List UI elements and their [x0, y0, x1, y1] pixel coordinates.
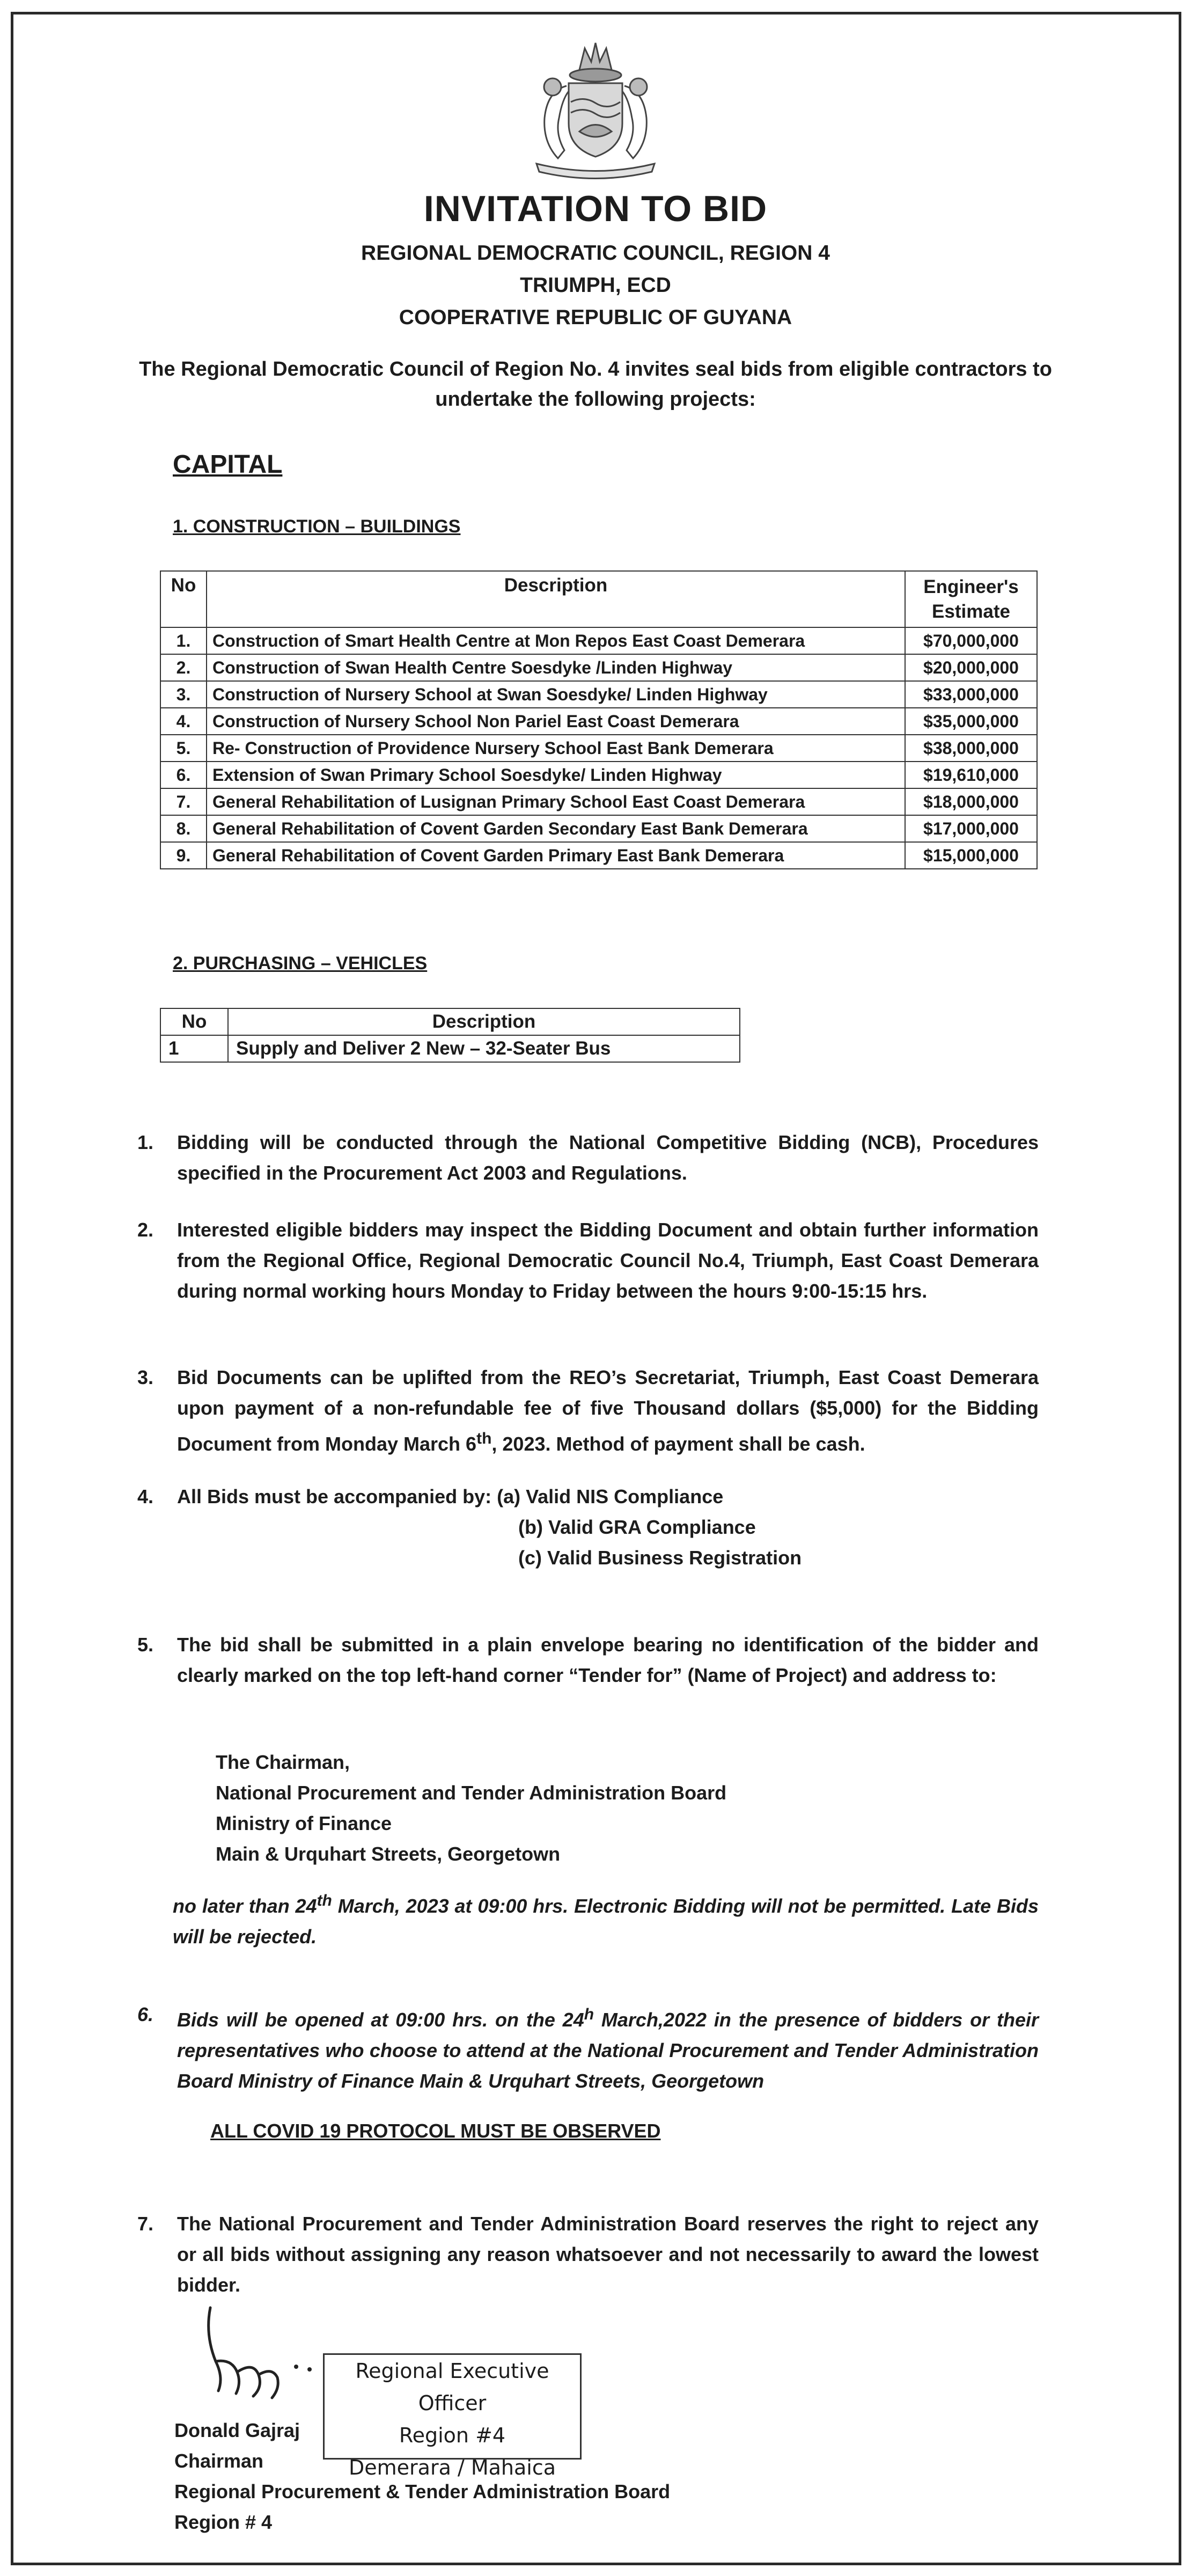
clause-5 — [137, 1629, 1039, 1690]
table-row — [160, 681, 1037, 708]
table-row — [160, 735, 1037, 762]
clause-text — [177, 1362, 1039, 1459]
table-row — [160, 842, 1037, 869]
signer-board: Regional Procurement & Tender Administration Board — [174, 2480, 671, 2502]
row-estimate: $18,000,000 — [905, 788, 1037, 815]
column-header-no: No — [160, 571, 207, 627]
clause-number: 5. — [137, 1634, 154, 1656]
deadline-text-part: March, 2023 at 09:00 hrs. Electronic Bidding will not be permitted. Late Bids will be rejected. — [173, 1895, 1039, 1948]
column-header-description: Description — [228, 1008, 740, 1035]
row-description: Construction of Swan Health Centre Soesdyke /Linden Highway — [207, 654, 905, 681]
signer-title: Chairman — [174, 2450, 264, 2472]
row-number: 7. — [160, 788, 207, 815]
vehicles-table — [160, 1008, 740, 1063]
clause-text: Bidding will be conducted through the National Competitive Bidding (NCB), Procedures specified in the Procurement Act 2003 and Regulations. — [177, 1131, 1039, 1184]
clause-7 — [137, 2208, 1039, 2300]
date-superscript: h — [584, 2006, 594, 2023]
signer-region: Region # 4 — [174, 2511, 273, 2533]
clause-text: The bid shall be submitted in a plain envelope bearing no identification of the bidder and clearly marked on the top left-hand corner “Tender for” (Name of Project) and address to: — [177, 1634, 1039, 1686]
clause-3 — [137, 1362, 1039, 1459]
clause-number: 6. — [137, 2003, 154, 2025]
stamp-line: Regional Executive Officer — [355, 2359, 549, 2415]
buildings-heading: 1. CONSTRUCTION – BUILDINGS — [173, 516, 461, 537]
clause-text-part: March,2022 in the presence of bidders or their representatives who choose to attend at the National Procurement and Tender Administration Board Ministry of Finance Main & Urquhart Streets, Georgetown — [177, 2009, 1039, 2092]
clause-text: The National Procurement and Tender Administration Board reserves the right to reject any or all bids without assigning any reason whatsoever and not necessarily to award the lowest bidder. — [177, 2213, 1039, 2296]
row-number: 8. — [160, 815, 207, 842]
date-superscript: th — [317, 1892, 332, 1909]
row-description: General Rehabilitation of Covent Garden Primary East Bank Demerara — [207, 842, 905, 869]
row-estimate: $35,000,000 — [905, 708, 1037, 735]
buildings-table — [160, 570, 1038, 869]
clause-number: 7. — [137, 2213, 154, 2235]
official-stamp — [323, 2353, 582, 2479]
table-row — [160, 627, 1037, 654]
row-estimate: $70,000,000 — [905, 627, 1037, 654]
coat-of-arms-icon — [515, 38, 676, 182]
row-number: 3. — [160, 681, 207, 708]
row-description: General Rehabilitation of Lusignan Primary School East Coast Demerara — [207, 788, 905, 815]
vehicles-heading: 2. PURCHASING – VEHICLES — [173, 953, 428, 974]
clause-number: 4. — [137, 1485, 154, 1507]
table-row — [160, 815, 1037, 842]
table-row — [160, 708, 1037, 735]
signer-name: Donald Gajraj — [174, 2419, 300, 2441]
row-description: Extension of Swan Primary School Soesdyke/ Linden Highway — [207, 762, 905, 788]
table-header-row — [160, 571, 1037, 627]
address-line: The Chairman, — [216, 1751, 350, 1773]
table-row — [160, 762, 1037, 788]
table-row — [160, 654, 1037, 681]
intro-text: The Regional Democratic Council of Region No. 4 invites seal bids from eligible contractors to undertake the following projects: — [139, 358, 1052, 411]
compliance-c: (c) Valid Business Registration — [518, 1547, 802, 1569]
row-description: Construction of Nursery School Non Pariel East Coast Demerara — [207, 708, 905, 735]
table-row — [160, 1035, 740, 1062]
covid-notice: ALL COVID 19 PROTOCOL MUST BE OBSERVED — [210, 2120, 661, 2142]
row-estimate: $17,000,000 — [905, 815, 1037, 842]
row-estimate: $33,000,000 — [905, 681, 1037, 708]
row-number: 2. — [160, 654, 207, 681]
row-estimate: $38,000,000 — [905, 735, 1037, 762]
column-header-no: No — [160, 1008, 228, 1035]
row-estimate: $20,000,000 — [905, 654, 1037, 681]
table-header-row — [160, 1008, 740, 1035]
stamp-line: Region #4 — [399, 2424, 506, 2447]
address-line: Ministry of Finance — [216, 1812, 392, 1834]
clause-6 — [137, 1999, 1039, 2096]
clause-text: Interested eligible bidders may inspect the Bidding Document and obtain further information from the Regional Office, Regional Democratic Council No.4, Triumph, East Coast Demerara during normal working hours Monday to Friday between the hours 9:00-15:15 hrs. — [177, 1219, 1039, 1302]
clause-number: 1. — [137, 1131, 154, 1153]
column-header-description: Description — [207, 571, 905, 627]
row-description: Construction of Smart Health Centre at Mon Repos East Coast Demerara — [207, 627, 905, 654]
table-row — [160, 788, 1037, 815]
submission-deadline — [173, 1885, 1039, 1952]
row-number: 6. — [160, 762, 207, 788]
clause-1 — [137, 1127, 1039, 1188]
signature-icon — [173, 2302, 328, 2410]
row-estimate: $19,610,000 — [905, 762, 1037, 788]
row-estimate: $15,000,000 — [905, 842, 1037, 869]
stamp-line: Demerara / Mahaica — [349, 2456, 556, 2479]
row-number: 1. — [160, 627, 207, 654]
clause-text-part: Bid Documents can be uplifted from the REO’s Secretariat, Triumph, East Coast Demerara upon payment of a non-refundable fee of five Thousand dollars ($5,000) for the Bidding Document from Monday March 6 — [177, 1366, 1039, 1455]
row-number: 5. — [160, 735, 207, 762]
clause-4 — [137, 1481, 1039, 1512]
row-number: 1 — [160, 1035, 228, 1062]
row-number: 9. — [160, 842, 207, 869]
clause-text — [177, 1999, 1039, 2096]
organization-name: REGIONAL DEMOCRATIC COUNCIL, REGION 4 — [361, 241, 830, 265]
date-superscript: th — [476, 1430, 492, 1447]
row-description: Re- Construction of Providence Nursery School East Bank Demerara — [207, 735, 905, 762]
clause-text-part: , 2023. Method of payment shall be cash. — [491, 1433, 865, 1455]
page-title: INVITATION TO BID — [423, 188, 768, 229]
clause-text-part: Bids will be opened at 09:00 hrs. on the 24 — [177, 2009, 584, 2031]
row-number: 4. — [160, 708, 207, 735]
clause-2 — [137, 1214, 1039, 1306]
row-description: General Rehabilitation of Covent Garden Secondary East Bank Demerara — [207, 815, 905, 842]
clause-number: 3. — [137, 1366, 154, 1388]
capital-heading: CAPITAL — [173, 450, 283, 479]
clause-number: 2. — [137, 1219, 154, 1241]
row-description: Construction of Nursery School at Swan Soesdyke/ Linden Highway — [207, 681, 905, 708]
clause-text: All Bids must be accompanied by: (a) Valid NIS Compliance — [177, 1485, 724, 1507]
address-line: National Procurement and Tender Administration Board — [216, 1782, 727, 1804]
location: TRIUMPH, ECD — [520, 274, 671, 297]
column-header-estimate: Engineer's Estimate — [905, 571, 1037, 627]
compliance-b: (b) Valid GRA Compliance — [518, 1516, 756, 1538]
row-description: Supply and Deliver 2 New – 32-Seater Bus — [228, 1035, 740, 1062]
deadline-text-part: no later than 24 — [173, 1895, 317, 1917]
address-line: Main & Urquhart Streets, Georgetown — [216, 1843, 561, 1865]
country: COOPERATIVE REPUBLIC OF GUYANA — [399, 306, 792, 329]
